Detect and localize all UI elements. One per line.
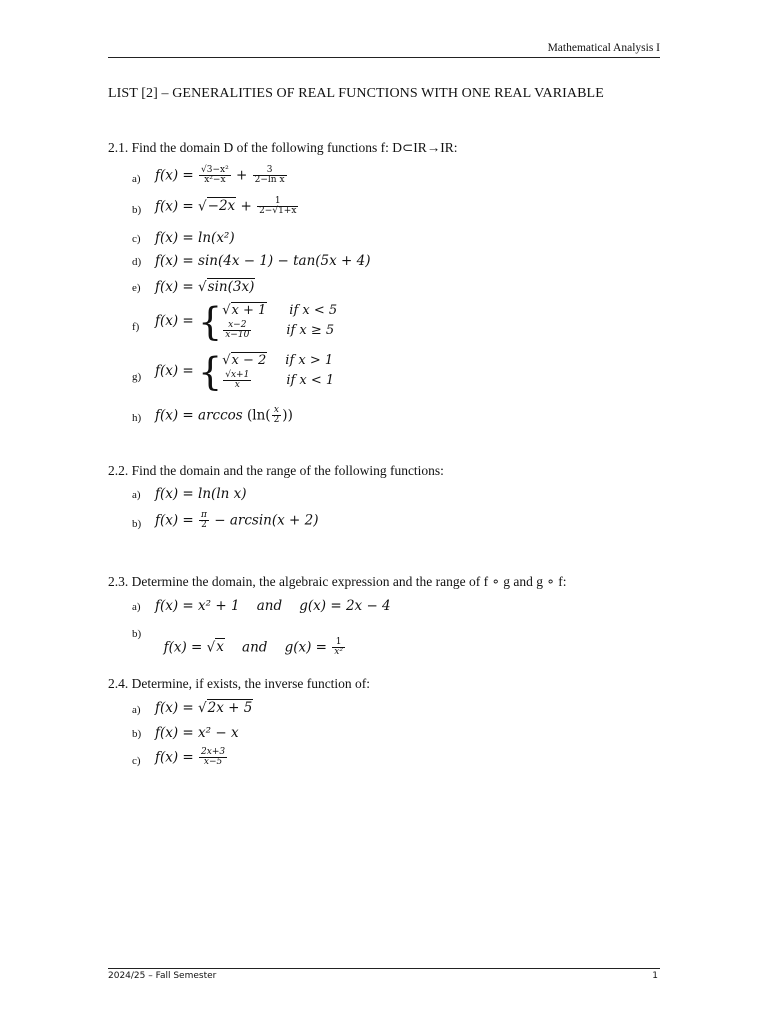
- item-label: b): [132, 628, 142, 640]
- footer-semester: 2024/25 – Fall Semester: [108, 971, 217, 981]
- item-label: a): [132, 601, 141, 613]
- expression-2-4-c: f(x) = $\frac{2x+3}{x-5}$: [155, 747, 226, 768]
- item-label: c): [132, 233, 141, 245]
- left-brace: {: [198, 349, 223, 394]
- expression-2-1-e: f(x) = √sin(3x): [155, 279, 255, 295]
- expression-2-1-b: f(x) = √−2x + $\frac{1}{2-√1+x}$: [155, 196, 297, 217]
- page-number: 1: [652, 971, 658, 981]
- item-label: c): [132, 755, 141, 767]
- footer-rule: [108, 968, 660, 969]
- expression-2-2-b: f(x) = $\frac{\pi}{2}$ − arcsin(x + 2): [155, 510, 319, 531]
- expression-2-1-c: f(x) = ln(x²): [155, 230, 235, 246]
- item-label: f): [132, 321, 140, 333]
- expression-2-3-b: f(x) = √x and g(x) = $\frac{1}{\text{x²}}$: [163, 637, 343, 658]
- expression-2-1-f: f(x) = { √x + 1 if x < 5 $\frac{x-2}{x-10}$ if x ≥ 5: [155, 299, 338, 344]
- left-brace: {: [198, 299, 223, 344]
- item-label: h): [132, 412, 142, 424]
- item-label: a): [132, 173, 141, 185]
- expression-2-2-a: f(x) = ln(ln x): [155, 486, 247, 502]
- item-label: b): [132, 518, 142, 530]
- item-label: a): [132, 489, 141, 501]
- item-label: b): [132, 728, 142, 740]
- item-label: b): [132, 204, 142, 216]
- expression-2-1-g: f(x) = { √x − 2 if x > 1 $\frac{√x+1}{x}$ if x < 1: [155, 349, 335, 394]
- expression-2-4-a: f(x) = √2x + 5: [155, 700, 253, 716]
- section-2-4-heading: 2.4. Determine, if exists, the inverse function of:: [108, 676, 371, 691]
- section-2-2-heading: 2.2. Find the domain and the range of the following functions:: [108, 463, 444, 478]
- section-2-3-heading: 2.3. Determine the domain, the algebraic expression and the range of f ∘ g and g ∘ f:: [108, 574, 567, 589]
- item-label: a): [132, 704, 141, 716]
- item-label: e): [132, 282, 141, 294]
- expression-2-3-a: f(x) = x² + 1 and g(x) = 2x − 4: [155, 598, 391, 614]
- header-rule: [108, 57, 660, 58]
- expression-2-4-b: f(x) = x² − x: [155, 725, 239, 741]
- section-2-1-heading: 2.1. Find the domain D of the following functions f: D⊂IR→IR:: [108, 140, 458, 155]
- expression-2-1-a: f(x) = $\frac{\text{√3−x²}}{\text{x²−x}}$ + $\frac{3}{\text{2−ln x}}$: [155, 165, 285, 186]
- item-label: d): [132, 256, 142, 268]
- list-title: LIST [2] – GENERALITIES OF REAL FUNCTIONS WITH ONE REAL VARIABLE: [108, 86, 604, 101]
- expression-2-1-h: f(x) = arccos (ln( $\frac{x}{2}$ )): [155, 405, 293, 426]
- expression-2-1-d: f(x) = sin(4x − 1) − tan(5x + 4): [155, 253, 371, 269]
- course-header: Mathematical Analysis I: [547, 42, 660, 54]
- item-label: g): [132, 371, 142, 383]
